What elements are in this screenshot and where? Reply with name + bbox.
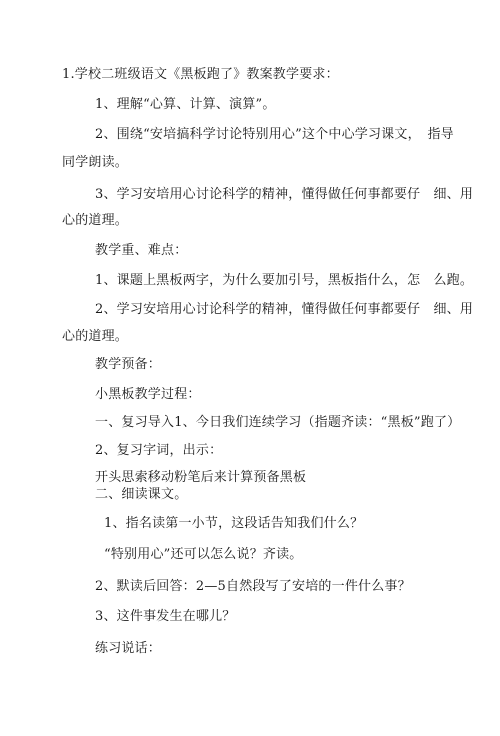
doc-line: 二、细读课文。 (95, 487, 188, 502)
doc-line: 3、这件事发生在哪儿？ (95, 609, 236, 624)
doc-line: 1、指名读第一小节，这段话告知我们什么？ (104, 516, 364, 531)
doc-line: “特别用心”还可以怎么说？齐读。 (104, 547, 303, 562)
doc-line: 1、理解“心算、计算、演算”。 (95, 97, 276, 112)
doc-line: 教学预备： (95, 357, 162, 372)
doc-line: 练习说话： (95, 641, 162, 656)
doc-line: 2、复习字词，出示： (95, 443, 223, 458)
doc-line: 同学朗读。 (62, 155, 129, 170)
doc-line: 1.学校二班级语文《黑板跑了》教案教学要求： (62, 67, 339, 82)
doc-line: 一、复习导入1、今日我们连续学习（指题齐读：“黑板”跑了） (95, 415, 461, 430)
doc-line: 教学重、难点： (95, 243, 188, 258)
doc-line: 小黑板教学过程： (95, 387, 201, 402)
doc-line: 2、学习安培用心讨论科学的精神，懂得做任何事都要仔 细、用 (95, 302, 474, 317)
doc-line: 3、学习安培用心讨论科学的精神，懂得做任何事都要仔 细、用 (95, 187, 474, 202)
doc-line: 2、默读后回答：2—5自然段写了安培的一件什么事？ (95, 579, 411, 594)
doc-line: 心的道理。 (62, 329, 129, 344)
doc-line: 开头思索移动粉笔后来计算预备黑板 (95, 470, 307, 485)
doc-line: 1、课题上黑板两字，为什么要加引号，黑板指什么，怎 么跑。 (95, 273, 474, 288)
doc-line: 心的道理。 (62, 213, 129, 228)
doc-line: 2、围绕“安培搞科学讨论特别用心”这个中心学习课文， 指导 (95, 127, 454, 142)
